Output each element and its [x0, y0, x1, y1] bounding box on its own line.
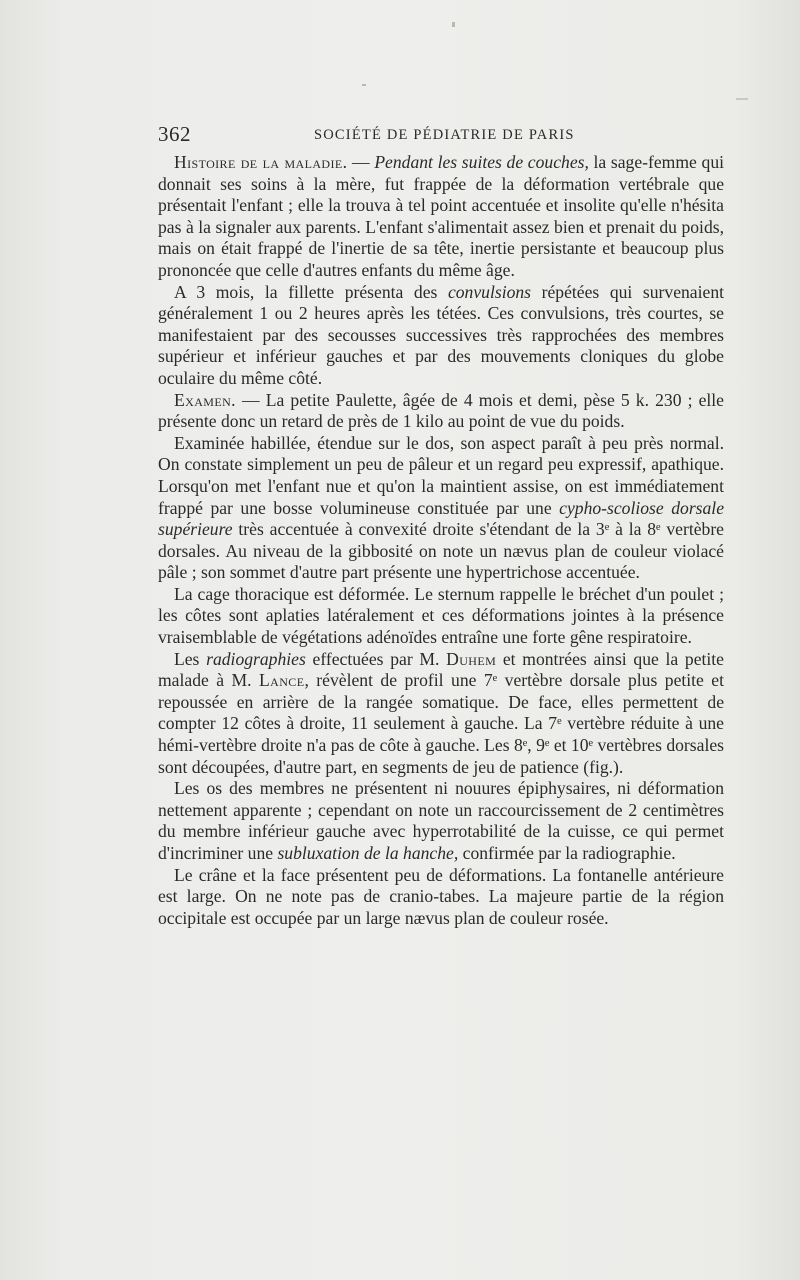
- emphasis: cypho-scoliose dorsale supérieure: [158, 497, 725, 540]
- page-number: 362: [158, 122, 191, 146]
- article-body: [158, 152, 724, 929]
- paragraph-convulsions: A 3 mois, la fillette présenta des convulsions répétées qui survenaient généralement 1 ou 2 heures après les tétées. Ces convulsions, très courtes, se manifestaient par des secousses successives très rapprochées des membres supérieur et inférieur gauches et par des mouvements cloniques du globe oculaire du même côté.: [158, 281, 724, 388]
- paragraph-history: Histoire de la maladie. — Pendant les suites de couches, la sage-femme qui donnait ses soins à la mère, fut frappée de la déformation vertébrale que présentait l'enfant ; elle la trouva à tel point accentuée et insolite qu'elle n'hésita pas à la signaler aux parents. L'enfant s'alimentait assez bien et prenait du poids, mais on était frappé de l'inertie de sa tête, inertie persistante et beaucoup plus prononcée que celle d'autres enfants du même âge.: [158, 152, 725, 280]
- print-speck: [362, 84, 366, 86]
- paragraph-radiographs: Les radiographies effectuées par M. Duhem et montrées ainsi que la petite malade à M. Lance, révèlent de profil une 7ᵉ vertèbre dorsale plus petite et repoussée en arrière de la rangée somatique. De face, elles permettent de compter 12 côtes à droite, 11 seulement à gauche. La 7ᵉ vertèbre réduite à une hémi-vertèbre droite n'a pas de côte à gauche. Les 8ᵉ, 9ᵉ et 10ᵉ vertèbres dorsales sont découpées, d'autre part, en segments de jeu de patience (fig.).: [158, 648, 725, 777]
- paragraph-inspection: Examinée habillée, étendue sur le dos, son aspect paraît à peu près normal. On constate simplement un peu de pâleur et un regard peu expressif, apathique. Lorsqu'on met l'enfant nue et qu'on la maintient assise, on est immédiatement frappé par une bosse volumineuse constituée par une cypho-scoliose dorsale supérieure très accentuée à convexité droite s'étendant de la 3ᵉ à la 8ᵉ vertèbre dorsales. Au niveau de la gibbosité on note un nævus plan de couleur violacé pâle ; son sommet d'autre part présente une hypertrichose accentuée.: [158, 432, 725, 583]
- section-label-examination: Examen.: [174, 389, 236, 410]
- print-speck: [452, 22, 455, 27]
- author-name: Duhem: [446, 648, 497, 669]
- paragraph-limbs: Les os des membres ne présentent ni nouures épiphysaires, ni déformation nettement apparente ; cependant on note un raccourcissement de 2 centimètres du membre inférieur gauche avec hyperrotabilité de la cuisse, ce qui permet d'incriminer une subluxation de la hanche, confirmée par la radiographie.: [158, 778, 724, 863]
- print-speck: [736, 98, 748, 100]
- section-label-history: Histoire de la maladie.: [174, 152, 348, 172]
- paragraph-thorax: La cage thoracique est déformée. Le sternum rappelle le bréchet d'un poulet ; les côtes sont aplaties latéralement et ces déformations jointes à la présence vraisemblable de végétations adénoïdes entraîne une forte gêne respiratoire.: [158, 583, 724, 648]
- paragraph-examination: Examen. — La petite Paulette, âgée de 4 mois et demi, pèse 5 k. 230 ; elle présente donc un retard de près de 1 kilo au point de vue du poids.: [158, 389, 724, 432]
- page-header: [158, 122, 724, 146]
- emphasis: convulsions: [447, 281, 532, 302]
- paragraph-skull: Le crâne et la face présentent peu de déformations. La fontanelle antérieure est large. On ne note pas de cranio-tabes. La majeure partie de la région occipitale est occupée par un large nævus plan de couleur rosée.: [158, 864, 724, 928]
- emphasis: Pendant les suites de couches,: [374, 152, 589, 172]
- emphasis: subluxation de la hanche,: [277, 843, 459, 863]
- author-name: Lance: [259, 670, 305, 691]
- emphasis: radiographies: [206, 648, 306, 669]
- running-title: SOCIÉTÉ DE PÉDIATRIE DE PARIS: [314, 127, 575, 143]
